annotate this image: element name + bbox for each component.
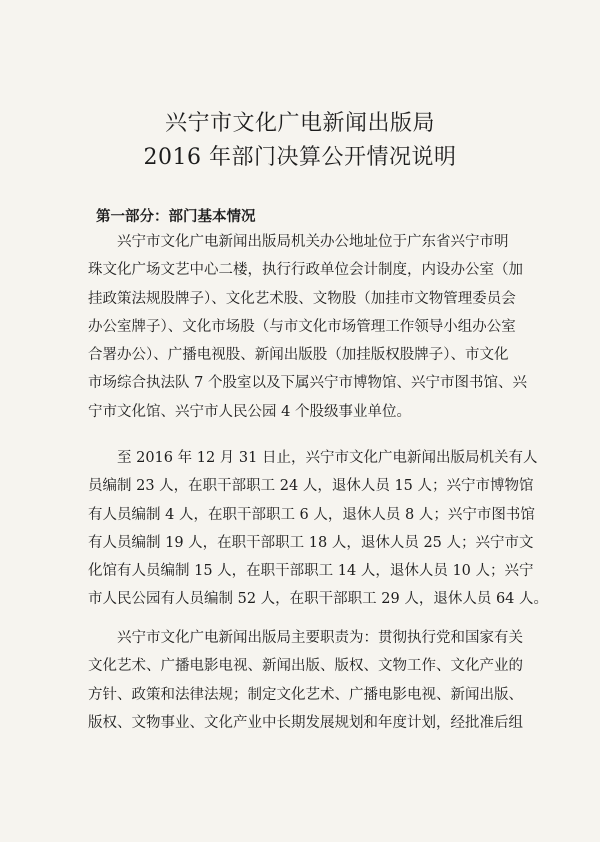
text-line: 至 2016 年 12 月 31 日止，兴宁市文化广电新闻出版局机关有人 xyxy=(117,450,538,466)
paragraph-basic-info xyxy=(88,228,527,426)
text-line: 方针、政策和法律法规；制定文化艺术、广播电影电视、新闻出版、 xyxy=(88,686,523,703)
text-line: 珠文化广场文艺中心二楼，执行行政单位会计制度，内设办公室（加 xyxy=(88,262,523,279)
text-line: 员编制 23 人，在职干部职工 24 人，退休人员 15 人；兴宁市博物馆 xyxy=(88,478,534,495)
text-line: 有人员编制 4 人，在职干部职工 6 人，退休人员 8 人；兴宁市图书馆 xyxy=(88,506,535,523)
text-line: 市人民公园有人员编制 52 人，在职干部职工 29 人，退休人员 64 人。 xyxy=(88,591,549,608)
text-line: 文化艺术、广播电影电视、新闻出版、版权、文物工作、文化产业的 xyxy=(88,658,523,675)
section-heading: 第一部分：部门基本情况 xyxy=(96,208,256,225)
text-line: 版权、文物事业、文化产业中长期发展规划和年度计划，经批准后组 xyxy=(88,714,523,731)
text-line: 化馆有人员编制 15 人，在职干部职工 14 人，退休人员 10 人；兴宁 xyxy=(88,563,534,580)
text-line: 宁市文化馆、兴宁市人民公园 4 个股级事业单位。 xyxy=(88,403,411,420)
document-title-line1: 兴宁市文化广电新闻出版局 xyxy=(164,111,435,136)
text-line: 挂政策法规股牌子）、文化艺术股、文物股（加挂市文物管理委员会 xyxy=(88,290,516,307)
text-line: 兴宁市文化广电新闻出版局机关办公地址位于广东省兴宁市明 xyxy=(117,234,509,250)
text-line: 合署办公）、广播电视股、新闻出版股（加挂版权股牌子）、市文化 xyxy=(88,347,509,364)
text-line: 有人员编制 19 人，在职干部职工 18 人，退休人员 25 人；兴宁市文 xyxy=(88,534,534,551)
paragraph-staffing xyxy=(88,444,549,614)
document-title-line2: 2016 年部门决算公开情况说明 xyxy=(143,145,457,170)
text-line: 市场综合执法队 7 个股室以及下属兴宁市博物馆、兴宁市图书馆、兴 xyxy=(88,375,527,392)
text-line: 办公室牌子）、文化市场股（与市文化市场管理工作领导小组办公室 xyxy=(88,318,516,335)
text-line: 兴宁市文化广电新闻出版局主要职责为：贯彻执行党和国家有关 xyxy=(117,630,523,646)
paragraph-duties xyxy=(88,624,523,737)
